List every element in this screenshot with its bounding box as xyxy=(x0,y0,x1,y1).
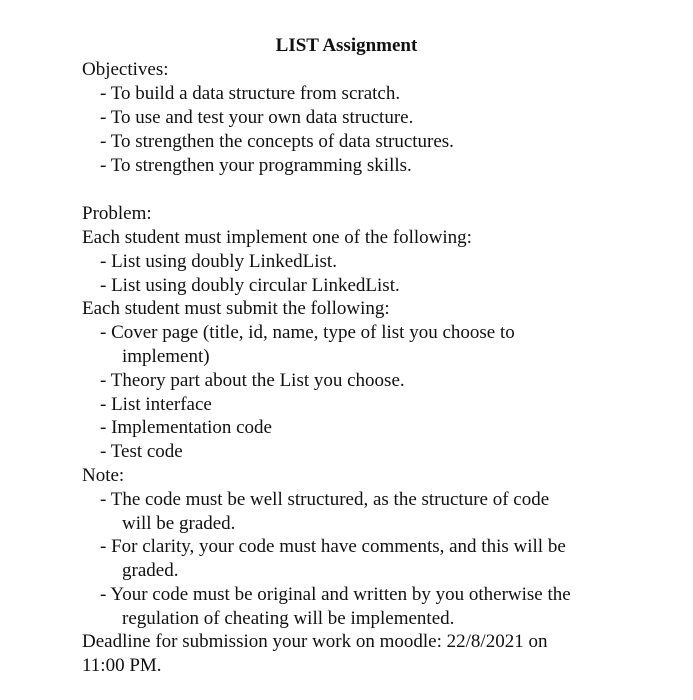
note-item-continuation: regulation of cheating will be implemented. xyxy=(122,608,455,629)
deadline-line: 11:00 PM. xyxy=(82,655,162,676)
objectives-heading: Objectives: xyxy=(82,59,169,80)
note-item-continuation: graded. xyxy=(122,560,179,581)
document-title: LIST Assignment xyxy=(275,35,418,56)
implement-intro: Each student must implement one of the following: xyxy=(82,227,472,248)
note-heading: Note: xyxy=(82,465,125,486)
deadline-line: Deadline for submission your work on moodle: 22/8/2021 on xyxy=(82,631,548,652)
submit-item: - Implementation code xyxy=(100,417,272,438)
submit-intro: Each student must submit the following: xyxy=(82,298,390,319)
problem-heading: Problem: xyxy=(82,203,152,224)
submit-item: - Cover page (title, id, name, type of list you choose to xyxy=(100,322,515,343)
note-item: - For clarity, your code must have comments, and this will be xyxy=(100,536,566,557)
objective-item: - To use and test your own data structure. xyxy=(100,107,414,128)
implement-option: - List using doubly LinkedList. xyxy=(100,251,337,272)
note-item: - The code must be well structured, as the structure of code xyxy=(100,489,550,510)
note-item: - Your code must be original and written by you otherwise the xyxy=(100,584,571,605)
submit-item: - Theory part about the List you choose. xyxy=(100,370,405,391)
submit-item-continuation: implement) xyxy=(122,346,210,367)
implement-option: - List using doubly circular LinkedList. xyxy=(100,275,400,296)
objective-item: - To strengthen your programming skills. xyxy=(100,155,412,176)
submit-item: - Test code xyxy=(100,441,183,462)
note-item-continuation: will be graded. xyxy=(122,513,236,534)
submit-item: - List interface xyxy=(100,394,212,415)
objective-item: - To build a data structure from scratch. xyxy=(100,83,401,104)
objective-item: - To strengthen the concepts of data structures. xyxy=(100,131,454,152)
